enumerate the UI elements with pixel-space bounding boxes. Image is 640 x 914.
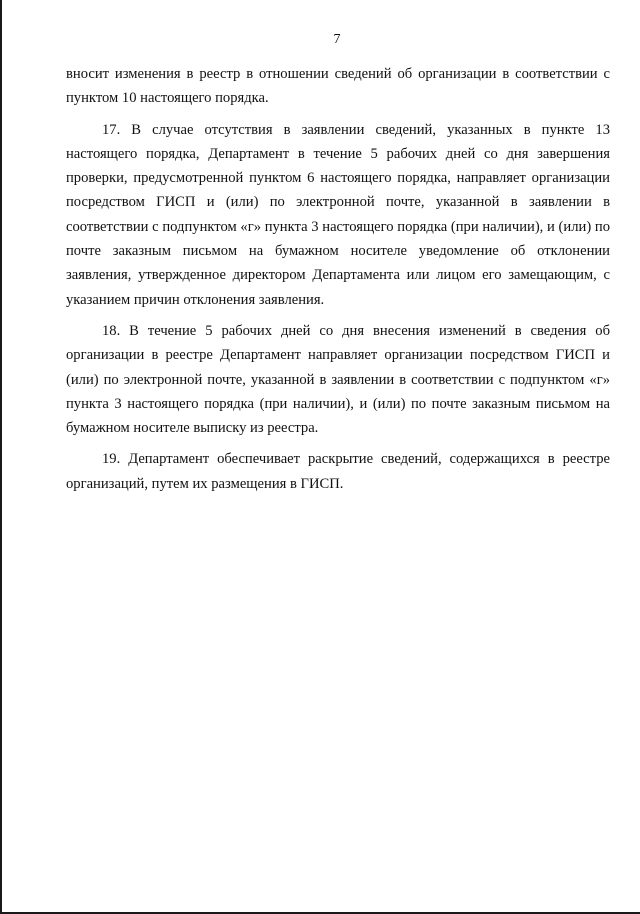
- paragraph-continuation: вносит изменения в реестр в отношении сведений об организации в соответствии с пунктом 10 настоящего порядка.: [66, 66, 610, 107]
- paragraph-17: 17. В случае отсутствия в заявлении сведений, указанных в пункте 13 настоящего порядка, Департамент в течение 5 рабочих дней со дня завершения проверки, предусмотренной пунктом 6 настоящего порядка, направляет организации посредством ГИСП и (или) по электронной почте, указанной в заявлении в соответствии с подпунктом «г» пункта 3 настоящего порядка (при наличии), и (или) по почте заказным письмом на бумажном носителе уведомление об отклонении заявления, утвержденное директором Департамента или лицом его замещающим, с указанием причин отклонения заявления.: [66, 121, 610, 308]
- page-number: 7: [333, 32, 341, 47]
- paragraph-19: 19. Департамент обеспечивает раскрытие сведений, содержащихся в реестре организаций, путем их размещения в ГИСП.: [66, 451, 610, 492]
- paragraph-18: 18. В течение 5 рабочих дней со дня внесения изменений в сведения об организации в реестре Департамент направляет организации посредством ГИСП и (или) по электронной почте, указанной в заявлении в соответствии с подпунктом «г» пункта 3 настоящего порядка (при наличии), и (или) по почте заказным письмом на бумажном носителе выписку из реестра.: [66, 322, 610, 437]
- document-body: [66, 62, 610, 503]
